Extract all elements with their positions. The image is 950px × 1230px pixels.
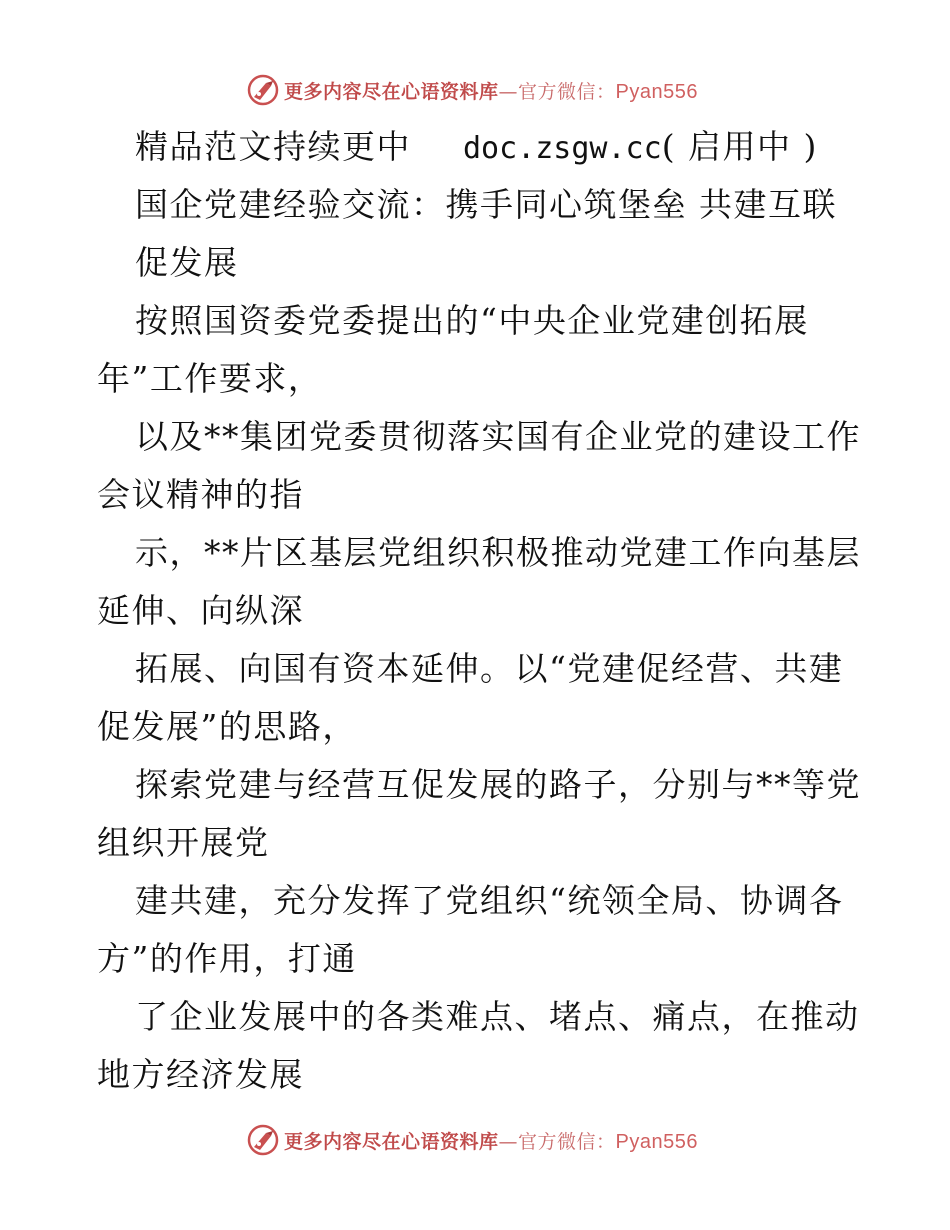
doc-line: 示，**片区基层党组织积极推动党建工作向基层 <box>135 533 861 572</box>
doc-line: 方”的作用，打通 <box>97 939 357 978</box>
doc-line: 探索党建与经营互促发展的路子，分别与**等党 <box>135 765 861 804</box>
doc-line: 促发展 <box>135 243 239 282</box>
doc-header-prefix: 精品范文持续更中 <box>135 127 411 166</box>
doc-line: 国企党建经验交流：携手同心筑堡垒 共建互联 <box>135 185 837 224</box>
watermark-dash: — <box>498 1130 519 1153</box>
doc-line: 年”工作要求， <box>97 359 323 398</box>
watermark-footer <box>0 1120 950 1160</box>
document-body <box>97 118 861 1104</box>
watermark-dash: — <box>498 80 519 103</box>
doc-line: 组织开展党 <box>97 823 270 862</box>
watermark-header <box>0 70 950 110</box>
doc-line: 了企业发展中的各类难点、堵点、痛点，在推动 <box>135 997 860 1036</box>
watermark-text <box>284 77 698 104</box>
watermark-wechat-id: Pyan556 <box>615 1130 698 1153</box>
doc-line: 地方经济发展 <box>97 1055 304 1094</box>
doc-line: 按照国资委党委提出的“中央企业党建创拓展 <box>135 301 809 340</box>
watermark-main: 更多内容尽在心语资料库 <box>284 1130 499 1153</box>
doc-line: 延伸、向纵深 <box>97 591 304 630</box>
watermark-content <box>246 73 698 107</box>
pen-nib-icon <box>246 1123 280 1157</box>
pen-nib-icon <box>246 73 280 107</box>
doc-line: 促发展”的思路， <box>97 707 357 746</box>
watermark-text <box>284 1127 698 1154</box>
doc-paragraphs <box>97 176 861 1104</box>
watermark-content <box>246 1123 698 1157</box>
watermark-label: 官方微信： <box>518 1130 616 1153</box>
doc-header-status: ( 启用中 ) <box>661 127 818 166</box>
doc-line: 建共建，充分发挥了党组织“统领全局、协调各 <box>135 881 844 920</box>
watermark-wechat-id: Pyan556 <box>615 80 698 103</box>
watermark-label: 官方微信： <box>518 80 616 103</box>
doc-header-url[interactable]: doc.zsgw.cc <box>463 131 662 166</box>
doc-line: 拓展、向国有资本延伸。以“党建促经营、共建 <box>135 649 844 688</box>
doc-line: 以及**集团党委贯彻落实国有企业党的建设工作 <box>135 417 861 456</box>
watermark-main: 更多内容尽在心语资料库 <box>284 80 499 103</box>
doc-header-line <box>97 118 857 176</box>
doc-line: 会议精神的指 <box>97 475 304 514</box>
